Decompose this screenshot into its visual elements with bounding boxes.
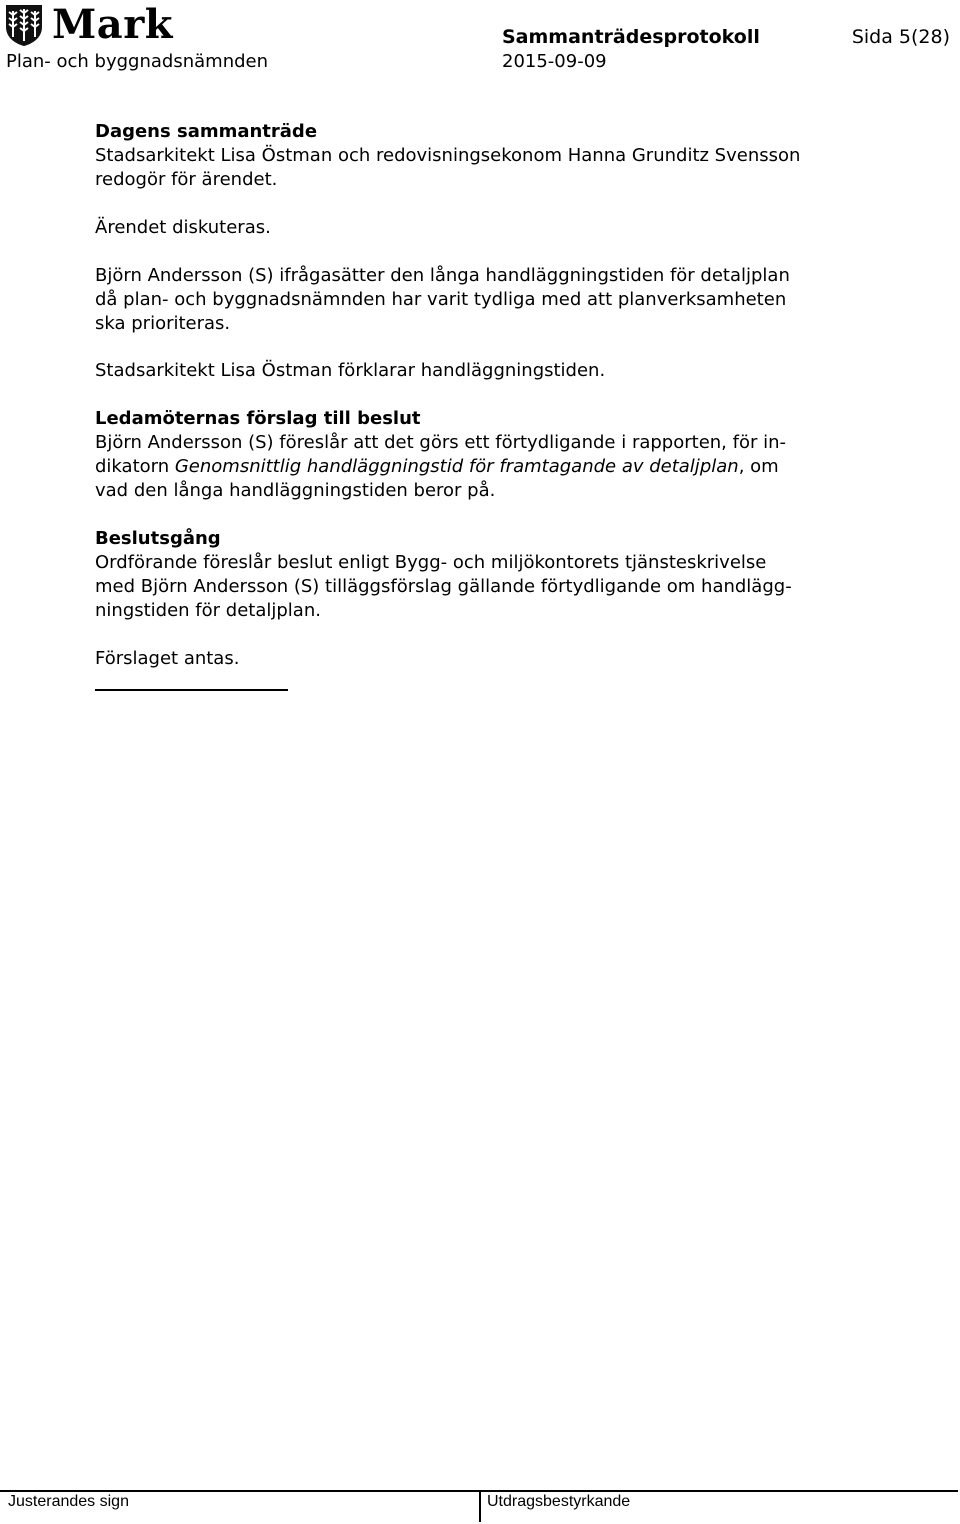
municipality-logo [4, 2, 173, 48]
text-run: , om [738, 456, 779, 477]
paragraph-discussed: Ärendet diskuteras. [95, 217, 271, 238]
meeting-date: 2015-09-09 [502, 51, 607, 72]
coat-of-arms-icon [4, 3, 44, 47]
paragraph-line: ska prioriteras. [95, 313, 231, 334]
section-heading-forslag: Ledamöternas förslag till beslut [95, 408, 421, 429]
paragraph-line: Björn Andersson (S) föreslår att det görs ett förtydligande i rapporten, för in- [95, 432, 786, 453]
section-heading-dagens: Dagens sammanträde [95, 121, 318, 142]
paragraph-line: Björn Andersson (S) ifrågasätter den långa handläggningstiden för detaljplan [95, 265, 790, 286]
committee-name: Plan- och byggnadsnämnden [6, 51, 269, 72]
paragraph-line-mixed [95, 455, 885, 479]
paragraph-result: Förslaget antas. [95, 648, 240, 669]
indicator-name: Genomsnittlig handläggningstid för framtagande av detaljplan [174, 456, 739, 477]
text-run: dikatorn [95, 456, 175, 477]
paragraph-line: ningstiden för detaljplan. [95, 600, 321, 621]
page-number: Sida 5(28) [851, 26, 950, 48]
paragraph-line: då plan- och byggnadsnämnden har varit tydliga med att planverksamheten [95, 289, 787, 310]
paragraph-explanation: Stadsarkitekt Lisa Östman förklarar handläggningstiden. [95, 360, 606, 381]
document-type: Sammanträdesprotokoll [502, 26, 760, 48]
paragraph-line: med Björn Andersson (S) tilläggsförslag gällande förtydligande om handlägg- [95, 576, 792, 597]
footer-justerandes-sign: Justerandes sign [8, 1493, 129, 1510]
end-rule [95, 689, 288, 691]
logo-text: Mark [52, 1, 173, 48]
footer-divider [479, 1490, 481, 1522]
paragraph-line: Stadsarkitekt Lisa Östman och redovisningsekonom Hanna Grunditz Svensson [95, 145, 801, 166]
section-heading-beslutsgang: Beslutsgång [95, 528, 221, 549]
paragraph-line: redogör för ärendet. [95, 169, 278, 190]
footer-utdragsbestyrkande: Utdragsbestyrkande [487, 1493, 631, 1510]
protocol-body [95, 120, 885, 691]
paragraph-line: vad den långa handläggningstiden beror på. [95, 480, 496, 501]
paragraph-line: Ordförande föreslår beslut enligt Bygg- och miljökontorets tjänsteskrivelse [95, 552, 767, 573]
